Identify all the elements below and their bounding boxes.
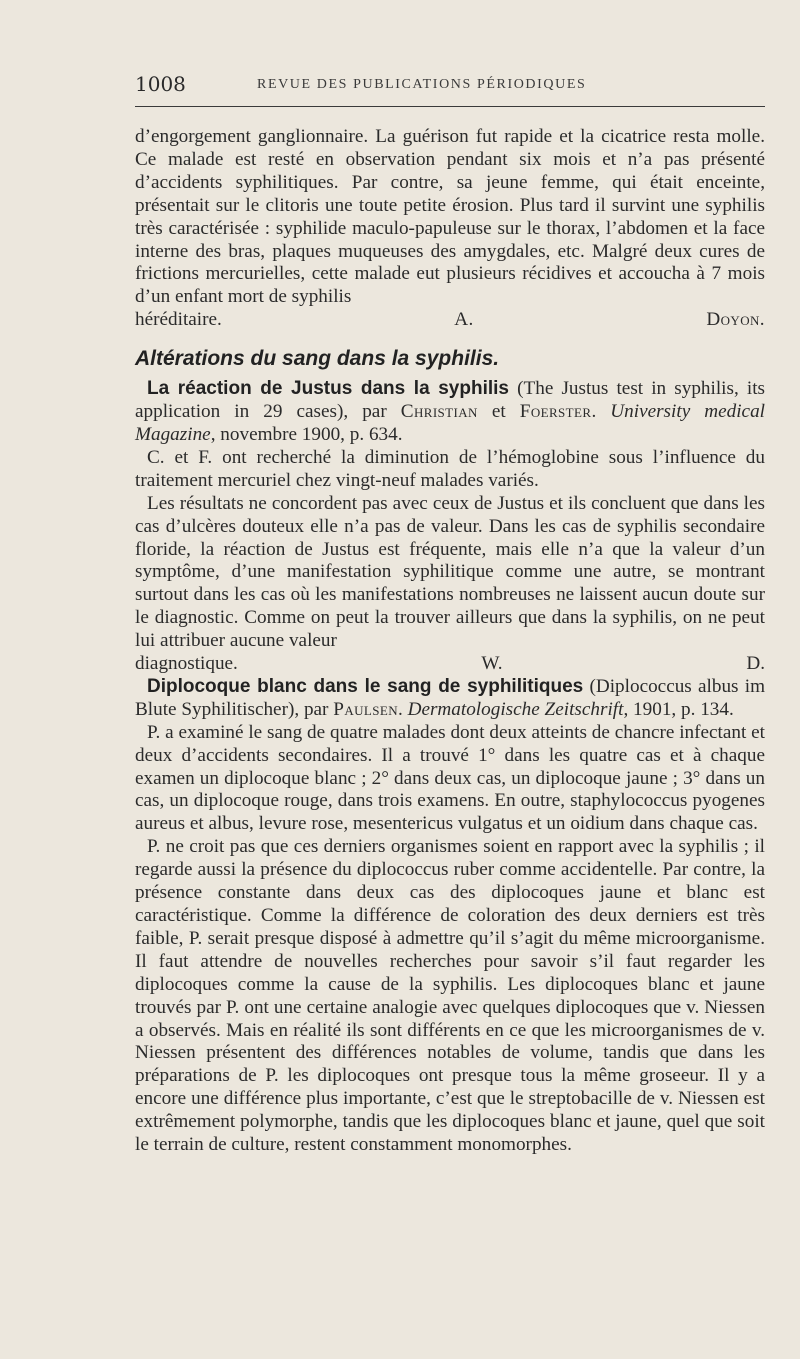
article1-ref-open: (The Justus test in syphilis, its application in 29 cases), par bbox=[135, 378, 765, 423]
article1-last-line: diagnostique. bbox=[135, 653, 238, 675]
article2-paragraph: P. a examiné le sang de quatre malades dont deux atteints de chancre infectant et deux d’accidents secondaires. Il a trouvé 1° dans les quatre cas et à chaque examen un diplocoque blanc ; 2° dans deux cas, un diplocoque jaune ; 3° dans un cas, un diplocoque rouge, dans trois examens. En outre, staphylococcus pyogenes aureus et albus, levure rose, mesentericus vulgatus et un oidium dans chaque cas. bbox=[135, 721, 765, 835]
article1-paragraph bbox=[135, 493, 765, 653]
article1-journal: University medical Magazine bbox=[135, 401, 765, 445]
article1-ref-and: et bbox=[477, 401, 520, 423]
article2-title: Diplocoque blanc dans le sang de syphilitiques bbox=[147, 675, 584, 697]
article2-ref-open: (Diplococcus albus im Blute Syphilitischer), par bbox=[135, 675, 765, 720]
body-text bbox=[135, 126, 765, 1157]
intro-signature-line bbox=[135, 309, 765, 332]
section-heading: Altérations du sang dans la syphilis. bbox=[135, 347, 500, 371]
article2-paragraph: P. ne croit pas que ces derniers organismes soient en rapport avec la syphilis ; il regarde aussi la présence du diplococcus ruber comme accidentelle. Par contre, la présence constante dans deux cas des diplocoques jaune et blanc est caractéristique. Comme la différence de coloration des deux derniers est très faible, P. serait presque disposé à admettre qu’il s’agit du même microorganisme. Il faut attendre de nouvelles recherches pour savoir s’il faut regarder les diplocoques comme la cause de la syphilis. Les diplocoques blanc et jaune trouvés par P. ont une certaine analogie avec quelques diplocoques que v. Niessen a observés. Mais en réalité ils sont différents en ce que les microorganismes de v. Niessen présentent des différences notables de volume, tandis que dans les préparations de P. les diplocoques ont presque tous la même groseeur. Il y a encore une différence plus importante, c’est que le streptobacille de v. Niessen est extrêmement polymorphe, tandis que les diplocoques blanc et jaune, quel que soit le terrain de culture, restent constamment monomorphes. bbox=[135, 836, 765, 1156]
article2-ref-after-author: . bbox=[398, 698, 408, 720]
article1-signature: W. D. bbox=[481, 653, 765, 675]
article2-reference bbox=[135, 676, 765, 722]
article1-ref-after-author: . bbox=[591, 401, 611, 423]
article1-paragraph: C. et F. ont recherché la diminution de l’hémoglobine sous l’influence du traitement mercuriel chez vingt-neuf malades variés. bbox=[135, 446, 765, 491]
article2-journal: Dermatologische Zeitschrift bbox=[407, 698, 624, 720]
article1-reference bbox=[135, 378, 765, 447]
article1-author2: Foerster bbox=[519, 401, 592, 423]
article1-title: La réaction de Justus dans la syphilis bbox=[147, 378, 509, 400]
journal-title: REVUE DES PUBLICATIONS PÉRIODIQUES bbox=[257, 77, 587, 92]
page-number: 1008 bbox=[135, 72, 186, 96]
article1-author1: Christian bbox=[400, 401, 478, 423]
intro-text: d’engorgement ganglionnaire. La guérison fut rapide et la cicatrice resta molle. Ce malade est resté en observation pendant six mois et n’a pas présenté d’accidents syphilitiques. Par contre, sa jeune femme, qui était enceinte, présentait sur le clitoris une toute petite érosion. Plus tard il survint une syphilis très caractérisée : syphilide maculo-papuleuse sur le thorax, l’abdomen et la face interne des bras, plaques muqueuses des amygdales, etc. Malgré deux cures de frictions mercurielles, cette malade eut plusieurs récidives et accoucha à 7 mois d’un enfant mort de syphilis bbox=[135, 126, 765, 308]
intro-signature: A. Doyon. bbox=[454, 309, 765, 331]
intro-last-line: héréditaire. bbox=[135, 309, 222, 331]
article2-author: Paulsen bbox=[333, 698, 398, 720]
running-head bbox=[135, 70, 765, 107]
article1-ref-close: , novembre 1900, p. 634. bbox=[210, 423, 403, 445]
intro-paragraph bbox=[135, 126, 765, 309]
article2-ref-close: , 1901, p. 134. bbox=[623, 698, 734, 720]
article1-para2: Les résultats ne concordent pas avec ceux de Justus et ils concluent que dans les cas d’ulcères douteux elle n’a pas de valeur. Dans les cas de syphilis secondaire floride, la réaction de Justus est fréquente, mais elle n’a que la valeur d’un symptôme, d’une manifestation syphilitique comme une autre, se montrant surtout dans les cas où les manifestations nombreuses ne laissent aucun doute sur le diagnostic. Comme on peut la trouver ailleurs que dans la syphilis, on ne peut lui attribuer aucune valeur bbox=[135, 492, 765, 652]
article1-signature-line bbox=[135, 653, 765, 676]
